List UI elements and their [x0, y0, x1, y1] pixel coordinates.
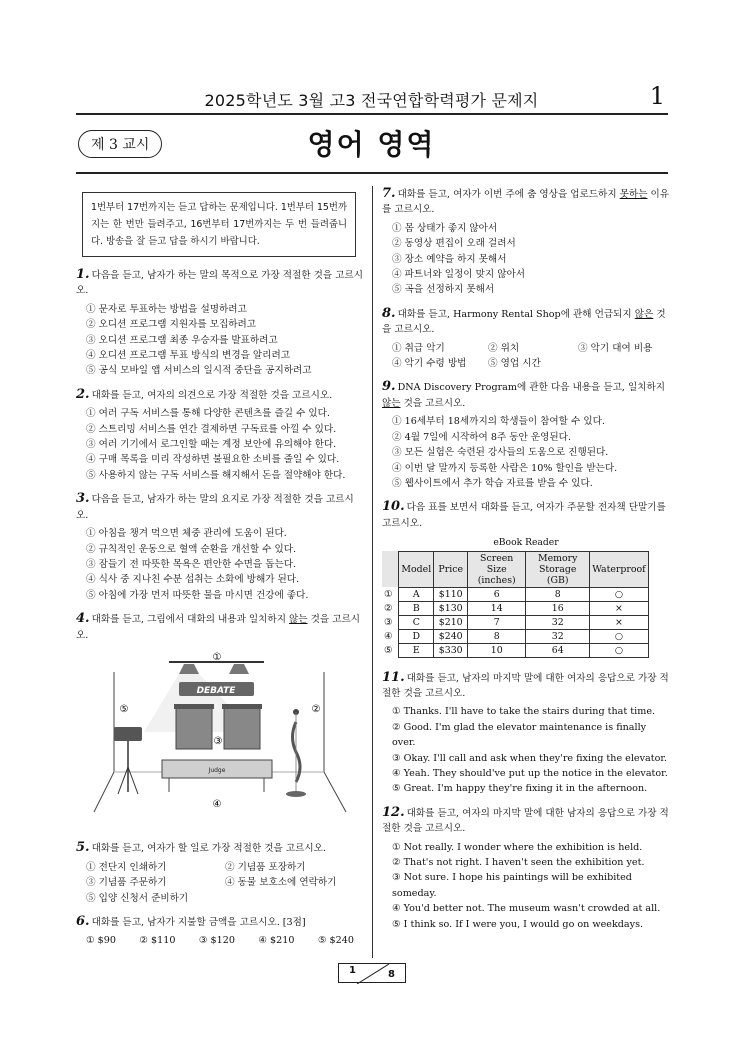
option-2[interactable]: ② 위치	[488, 342, 520, 354]
option-5[interactable]: ⑤ Great. I'm happy they're fixing it in the afternoon.	[392, 783, 648, 795]
header-rule-bottom	[76, 172, 668, 174]
question-12	[382, 805, 670, 932]
subject-title: 영어 영역	[307, 128, 436, 161]
figure-label-3: ③	[213, 735, 223, 747]
column-divider	[372, 186, 373, 958]
option-1[interactable]: ① 아침을 챙겨 먹으면 체중 관리에 도움이 된다.	[86, 528, 287, 540]
question-number: 9.	[382, 379, 396, 395]
question-number: 8.	[382, 305, 396, 321]
underlined-word: 않는	[382, 397, 401, 409]
underlined-word: 않은	[634, 308, 654, 320]
option-2[interactable]: ② That's not right. I haven't seen the exhibition yet.	[392, 857, 645, 868]
option-4[interactable]: ④ 구매 목록을 미리 작성하면 불필요한 소비를 줄일 수 있다.	[86, 454, 340, 466]
question-6	[76, 914, 364, 949]
question-text: 다음을 듣고, 남자가 하는 말의 요지로 가장 적절한 것을 고르시오.	[76, 494, 354, 521]
figure-label-5: ⑤	[119, 703, 129, 715]
figure-label-4: ④	[212, 798, 222, 810]
question-number: 12.	[382, 804, 405, 820]
option-1[interactable]: ① 전단지 인쇄하기	[86, 861, 167, 873]
question-10	[382, 499, 670, 657]
table-row[interactable]: ③ C $210 7 32 ×	[382, 615, 648, 629]
option-1[interactable]: ① 문자로 투표하는 방법을 설명하려고	[86, 303, 247, 315]
right-column	[382, 186, 670, 940]
option-2[interactable]: ② 동영상 편집이 오래 걸려서	[392, 238, 516, 250]
option-4[interactable]: ④ $210	[258, 935, 295, 947]
header-model: Model	[399, 551, 434, 587]
question-2	[76, 387, 364, 483]
judge-sign: Judge	[208, 766, 226, 774]
question-text: 다음 표를 보면서 대화를 듣고, 여자가 주문할 전자책 단말기를 고르시오.	[382, 502, 666, 529]
question-number: 1.	[76, 267, 90, 282]
option-1[interactable]: ① 몸 상태가 좋지 않아서	[392, 222, 498, 234]
question-3	[76, 491, 364, 603]
option-3[interactable]: ③ 잠들기 전 따뜻한 목욕은 편안한 수면을 돕는다.	[86, 558, 297, 570]
option-5[interactable]: ⑤ 공식 모바일 앱 서비스의 일시적 중단을 공지하려고	[86, 365, 312, 377]
question-number: 2.	[76, 386, 90, 402]
option-2[interactable]: ② 규칙적인 운동으로 혈액 순환을 개선할 수 있다.	[86, 543, 297, 555]
option-4[interactable]: ④ Yeah. They should've put up the notice in the elevator.	[392, 767, 668, 779]
question-number: 11.	[382, 669, 405, 685]
option-5[interactable]: ⑤ 입양 신청서 준비하기	[86, 892, 189, 904]
option-2[interactable]: ② 4월 7일에 시작하여 8주 동안 운영된다.	[392, 431, 571, 443]
question-text: 대화를 듣고, 여자가 할 일로 가장 적절한 것을 고르시오.	[91, 843, 326, 855]
question-text: 대화를 듣고, 남자의 마지막 말에 대한 여자의 응답으로 가장 적절한 것을 고르시오.	[382, 672, 669, 699]
question-5	[76, 840, 364, 906]
debate-stage-illustration	[84, 652, 354, 817]
option-4[interactable]: ④ 오디션 프로그램 투표 방식의 변경을 알리려고	[86, 350, 290, 362]
option-3[interactable]: ③ 모든 실험은 숙련된 강사들의 도움으로 진행된다.	[392, 447, 609, 459]
current-page: 1	[349, 965, 356, 976]
page-number: 1	[649, 82, 665, 110]
question-text: 다음을 듣고, 남자가 하는 말의 목적으로 가장 적절한 것을 고르시오.	[76, 270, 364, 297]
option-5[interactable]: ⑤ 아침에 가장 먼저 따뜻한 물을 마시면 건강에 좋다.	[86, 589, 309, 601]
underlined-word: 않는	[289, 614, 308, 626]
option-1[interactable]: ① $90	[86, 935, 116, 947]
option-2[interactable]: ② Good. I'm glad the elevator maintenance is finally over.	[392, 721, 647, 749]
table-row[interactable]: ⑤ E $330 10 64 ○	[382, 643, 648, 657]
table-row[interactable]: ① A $110 6 8 ○	[382, 587, 648, 601]
option-2[interactable]: ② 스트리밍 서비스를 연간 결제하면 구독료를 아낄 수 있다.	[86, 423, 337, 435]
table-caption: eBook Reader	[493, 537, 559, 549]
question-text: 대화를 듣고, 여자의 의견으로 가장 적절한 것을 고르시오.	[91, 389, 333, 401]
header-rule-top	[76, 113, 668, 115]
option-3[interactable]: ③ 악기 대여 비용	[578, 342, 653, 354]
question-number: 3.	[76, 491, 90, 507]
header-memory-storage: Memory Storage (GB)	[526, 551, 590, 587]
option-1[interactable]: ① 취급 악기	[392, 342, 445, 354]
option-3[interactable]: ③ $120	[198, 935, 235, 947]
question-number: 10.	[382, 499, 405, 515]
question-11	[382, 670, 670, 797]
option-5[interactable]: ⑤ $240	[317, 935, 354, 947]
option-2[interactable]: ② 기념품 포장하기	[225, 861, 306, 873]
header-screen-size: Screen Size (inches)	[468, 551, 526, 587]
option-3[interactable]: ③ 기념품 주문하기	[86, 877, 167, 889]
ebook-reader-table	[382, 551, 649, 658]
question-8: 8. 대화를 듣고, Harmony Rental Shop에 관해 언급되지 않은 것을 고르시오. ① 취급 악기 ② 위치 ③ 악기 대여 비용 ④ 악기 수령 방법 ⑤ 영업 시간	[382, 306, 670, 372]
question-number: 7.	[382, 186, 396, 201]
table-row[interactable]: ② B $130 14 16 ×	[382, 601, 648, 615]
option-1[interactable]: ① 16세부터 18세까지의 학생들이 참여할 수 있다.	[392, 416, 605, 428]
option-4[interactable]: ④ You'd better not. The museum wasn't crowded at all.	[392, 903, 661, 915]
option-3[interactable]: ③ Okay. I'll call and ask when they're fixing the elevator.	[392, 752, 667, 764]
option-3[interactable]: ③ 장소 예약을 하지 못해서	[392, 253, 507, 265]
option-5[interactable]: ⑤ 사용하지 않는 구독 서비스를 해지해서 돈을 절약해야 한다.	[86, 469, 346, 481]
question-7: 7. 대화를 듣고, 여자가 이번 주에 춤 영상을 업로드하지 못하는 이유를 고르시오. ① 몸 상태가 좋지 않아서 ② 동영상 편집이 오래 걸려서 ③ 장소 예약을 하지 못해서 ④ 파트너와 일정이 맞지 않아서 ⑤ 곡을 선정하지 못해서	[382, 186, 670, 298]
left-column	[76, 186, 364, 957]
header-waterproof: Waterproof	[590, 551, 648, 587]
option-2[interactable]: ② $110	[139, 935, 176, 947]
total-pages: 8	[388, 969, 395, 980]
option-1[interactable]: ① Thanks. I'll have to take the stairs during that time.	[392, 706, 656, 718]
question-1	[76, 267, 364, 379]
option-3[interactable]: ③ 여러 기기에서 로그인할 때는 계정 보안에 유의해야 한다.	[86, 439, 337, 451]
option-1[interactable]: ① 여러 구독 서비스를 통해 다양한 콘텐츠를 즐길 수 있다.	[86, 408, 330, 420]
underlined-word: 못하는	[619, 189, 648, 200]
option-3[interactable]: ③ 오디션 프로그램 최종 우승자를 발표하려고	[86, 334, 278, 346]
question-number: 5.	[76, 840, 90, 856]
question-number: 4.	[76, 611, 90, 627]
option-5[interactable]: ⑤ I think so. If I were you, I would go on weekdays.	[392, 918, 644, 930]
option-5[interactable]: ⑤ 영업 시간	[488, 358, 541, 370]
question-9: 9. DNA Discovery Program에 관한 다음 내용을 듣고, 일치하지 않는 것을 고르시오. ① 16세부터 18세까지의 학생들이 참여할 수 있다. ② 4월 7일에 시작하여 8주 동안 운영된다. ③ 모든 실험은 숙련된 강사들의 도움으로 진행된다. ④ 이번 달 말까지 등록한 사람은 10% 할인을 받는다. ⑤ 웹사이트에서 추가 학습 자료를 받을 수 있다.	[382, 379, 670, 491]
option-4[interactable]: ④ 동물 보호소에 연락하기	[225, 877, 337, 889]
page-indicator	[338, 963, 406, 983]
option-4[interactable]: ④ 파트너와 일정이 맞지 않아서	[392, 269, 526, 281]
banner-text: DEBATE	[196, 685, 236, 696]
option-5[interactable]: ⑤ 곡을 선정하지 못해서	[392, 284, 495, 296]
option-4[interactable]: ④ 이번 달 말까지 등록한 사람은 10% 할인을 받는다.	[392, 462, 618, 474]
figure-label-2: ②	[311, 703, 321, 715]
header-price: Price	[434, 551, 468, 587]
figure-label-1: ①	[212, 651, 222, 663]
option-2[interactable]: ② 오디션 프로그램 지원자를 모집하려고	[86, 319, 257, 331]
question-number: 6.	[76, 913, 90, 929]
question-4: 4. 대화를 듣고, 그림에서 대화의 내용과 일치하지 않는 것을 고르시오. DEBATE Judge ① ② ③ ④ ⑤	[76, 611, 364, 832]
listening-notice: 1번부터 17번까지는 듣고 답하는 문제입니다. 1번부터 15번까지는 한 번만 들려주고, 16번부터 17번까지는 두 번 들려줍니다. 방송을 잘 듣고 답을 하시기 바랍니다.	[82, 192, 356, 257]
option-5[interactable]: ⑤ 웹사이트에서 추가 학습 자료를 받을 수 있다.	[392, 477, 593, 489]
exam-title: 2025학년도 3월 고3 전국연합학력평가 문제지	[204, 91, 539, 110]
question-text: 대화를 듣고, 남자가 지불할 금액을 고르시오. [3점]	[91, 916, 306, 928]
period-badge: 제 3 교시	[78, 130, 162, 158]
option-3[interactable]: ③ Not sure. I hope his paintings will be exhibited someday.	[392, 872, 632, 899]
option-1[interactable]: ① Not really. I wonder where the exhibition is held.	[392, 841, 643, 853]
table-row[interactable]: ④ D $240 8 32 ○	[382, 629, 648, 643]
question-text: 대화를 듣고, 여자의 마지막 말에 대한 남자의 응답으로 가장 적절한 것을 고르시오.	[382, 807, 669, 835]
option-4[interactable]: ④ 식사 중 지나친 수분 섭취는 소화에 방해가 된다.	[86, 574, 300, 586]
option-4[interactable]: ④ 악기 수령 방법	[392, 358, 467, 370]
